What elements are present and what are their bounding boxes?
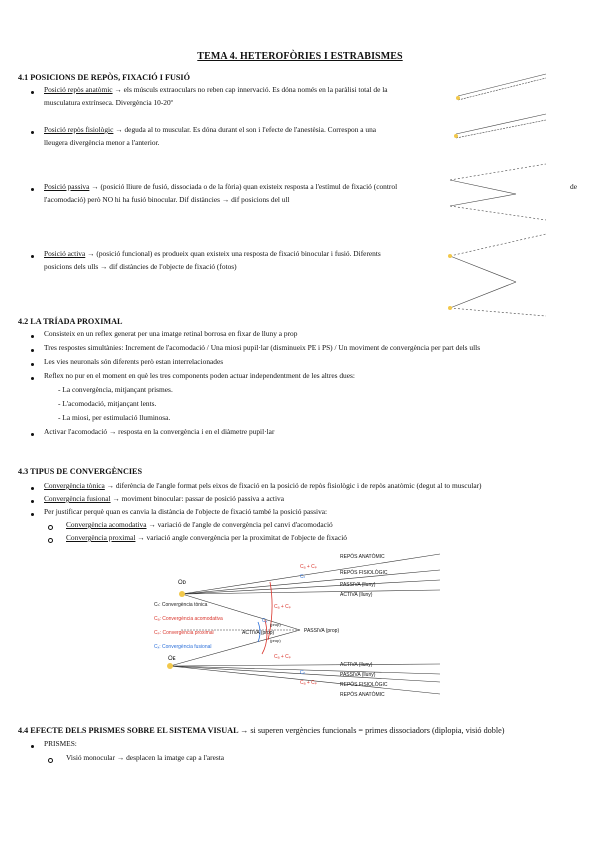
bullet — [31, 487, 34, 490]
triada-subitem-2: - L'acomodació, mitjançant lents. — [58, 399, 157, 408]
circle-bullet — [48, 758, 53, 763]
bullet — [31, 377, 34, 380]
triada-item-5: Activar l'acomodació → resposta en la convergència i en el diàmetre pupil·lar — [44, 427, 275, 436]
prop-label-1: (prop) — [270, 622, 281, 627]
bullet — [31, 745, 34, 748]
cf-label: Cₓ — [262, 618, 268, 624]
bullet — [31, 335, 34, 338]
label-repos-fisiologic-bottom: REPÒS FISIOLÒGIC — [340, 682, 388, 688]
circle-bullet — [48, 538, 53, 543]
section-heading-4-3: 4.3 TIPUS DE CONVERGÈNCIES — [18, 467, 143, 476]
item-repos-anatomic: Posició repòs anatòmic → els músculs extraoculars no reben cap innervació. Es dóna només en la paràlisi total de la musculatura extrínseca. Divergència 10-20º — [44, 85, 388, 107]
section-heading-4-1: 4.1 POSICIONS DE REPÒS, FIXACIÓ I FUSIÓ — [18, 73, 190, 82]
conv-item-3: Per justificar perquè quan es canvia la distància de l'objecte de fixació també la posició passiva: — [44, 507, 328, 516]
bullet — [31, 500, 34, 503]
bullet — [31, 513, 34, 516]
label-repos-fisiologic: REPÒS FISIOLÒGIC — [340, 570, 388, 576]
conv-subitem-1: Convergència acomodativa → variació de l'angle de convergència pel canvi d'acomodació — [66, 520, 333, 529]
triada-item-4: Reflex no pur en el moment en què les tres components poden actuar independentment de les altres dues: — [44, 371, 355, 380]
formula-right-bottom: Cₐ + Cₚ — [300, 680, 317, 686]
prismes-subitem: Visió monocular → desplacen la imatge cap a l'aresta — [66, 753, 225, 762]
bullet — [31, 188, 34, 191]
bullet — [31, 255, 34, 258]
conv-item-1: Convergència tònica → diferència de l'angle format pels eixos de fixació en la posició de repòs fisiològic i de repòs anatòmic (degut al to muscular) — [44, 481, 482, 490]
label-passiva-lluny-bottom: PASSIVA (lluny) — [340, 672, 376, 678]
label-passiva-lluny: PASSIVA (lluny) — [340, 582, 376, 588]
legend-proximal: Cₚ: Convergència proximal — [154, 630, 214, 636]
prop-label-2: (prop) — [270, 638, 281, 643]
label-activa-lluny: ACTIVA (lluny) — [340, 592, 373, 598]
section-heading-4-2: 4.2 LA TRÍADA PROXIMAL — [18, 317, 123, 326]
eye-top-icon — [179, 591, 185, 597]
convergence-diagram — [150, 550, 450, 700]
conv-item-2: Convergència fusional → moviment binocular: passar de posició passiva a activa — [44, 494, 285, 503]
eye-bottom-label: Oᴇ — [168, 656, 176, 662]
formula-bottom: Cₐ + Cₚ — [274, 654, 291, 660]
ct-bottom: Cₜ — [300, 670, 306, 676]
item-posicio-passiva-tail: de — [570, 182, 577, 191]
eye-position-sketches — [446, 70, 556, 320]
label-repos-anatomic: REPÒS ANATÒMIC — [340, 554, 385, 560]
triada-item-1: Consisteix en un reflex generat per una imatge retinal borrosa en fixar de lluny a prop — [44, 329, 298, 338]
bullet — [31, 349, 34, 352]
bullet — [31, 91, 34, 94]
prismes-item: PRISMES: — [44, 739, 77, 748]
legend-fusional: Cₓ: Convergència fusional — [154, 644, 212, 650]
bullet — [31, 433, 34, 436]
triada-item-2: Tres respostes simultànies: Increment de l'acomodació / Una miosi pupil·lar (disminueix PE i PS) / Un moviment de convergència per part dels ulls — [44, 343, 481, 352]
bullet — [31, 363, 34, 366]
legend-acomodativa: Cₐ: Convergència acomodativa — [154, 616, 223, 622]
formula-right-top: Cₐ + Cₚ — [300, 564, 317, 570]
triada-subitem-1: - La convergència, mitjançant prismes. — [58, 385, 173, 394]
label-passiva-prop: PASSIVA (prop) — [304, 628, 340, 634]
item-posicio-activa: Posició activa → (posició funcional) es produeix quan existeix una resposta de fixació binocular i fusió. Diferents posicions dels ulls → dif distàncies de l'objecte de fixació (fotos) — [44, 249, 381, 271]
label-activa-lluny-bottom: ACTIVA (lluny) — [340, 662, 373, 668]
section-heading-4-4: 4.4 EFECTE DELS PRISMES SOBRE EL SISTEMA VISUAL → si superen vergències funcionals = primes dissociadors (diplopia, visió doble) — [18, 726, 505, 735]
conv-subitem-2: Convergència proximal → variació angle convergència per la proximitat de l'objecte de fixació — [66, 533, 347, 542]
legend-tonica: Cₜ: Convergència tònica — [154, 602, 208, 608]
bullet — [31, 131, 34, 134]
item-posicio-passiva: Posició passiva → (posició lliure de fusió, dissociada o de la fòria) quan existeix resposta a l'estímul de fixació (control l'acomodació) però NO hi ha fusió binocular. Dif distàncies → dif posicions del ull — [44, 182, 398, 204]
triada-item-3: Les vies neuronals són diferents però estan interrelacionades — [44, 357, 224, 366]
label-repos-anatomic-bottom: REPÒS ANATÒMIC — [340, 692, 385, 698]
eye-top-label: Oᴅ — [178, 580, 186, 586]
page-title: TEMA 4. HETEROFÒRIES I ESTRABISMES — [197, 51, 403, 62]
circle-bullet — [48, 525, 53, 530]
ct-top: Cₜ — [300, 574, 306, 580]
triada-subitem-3: - La miosi, per estimulació lluminosa. — [58, 413, 171, 422]
eye-bottom-icon — [167, 663, 173, 669]
formula-top: Cₐ + Cₚ — [274, 604, 291, 610]
item-repos-fisiologic: Posició repòs fisiològic → deguda al to muscular. Es dóna durant el son i l'efecte de l'anestèsia. Correspon a una lleugera divergència menor a l'anterior. — [44, 125, 377, 147]
label-activa-prop: ACTIVA (prop) — [242, 630, 275, 636]
